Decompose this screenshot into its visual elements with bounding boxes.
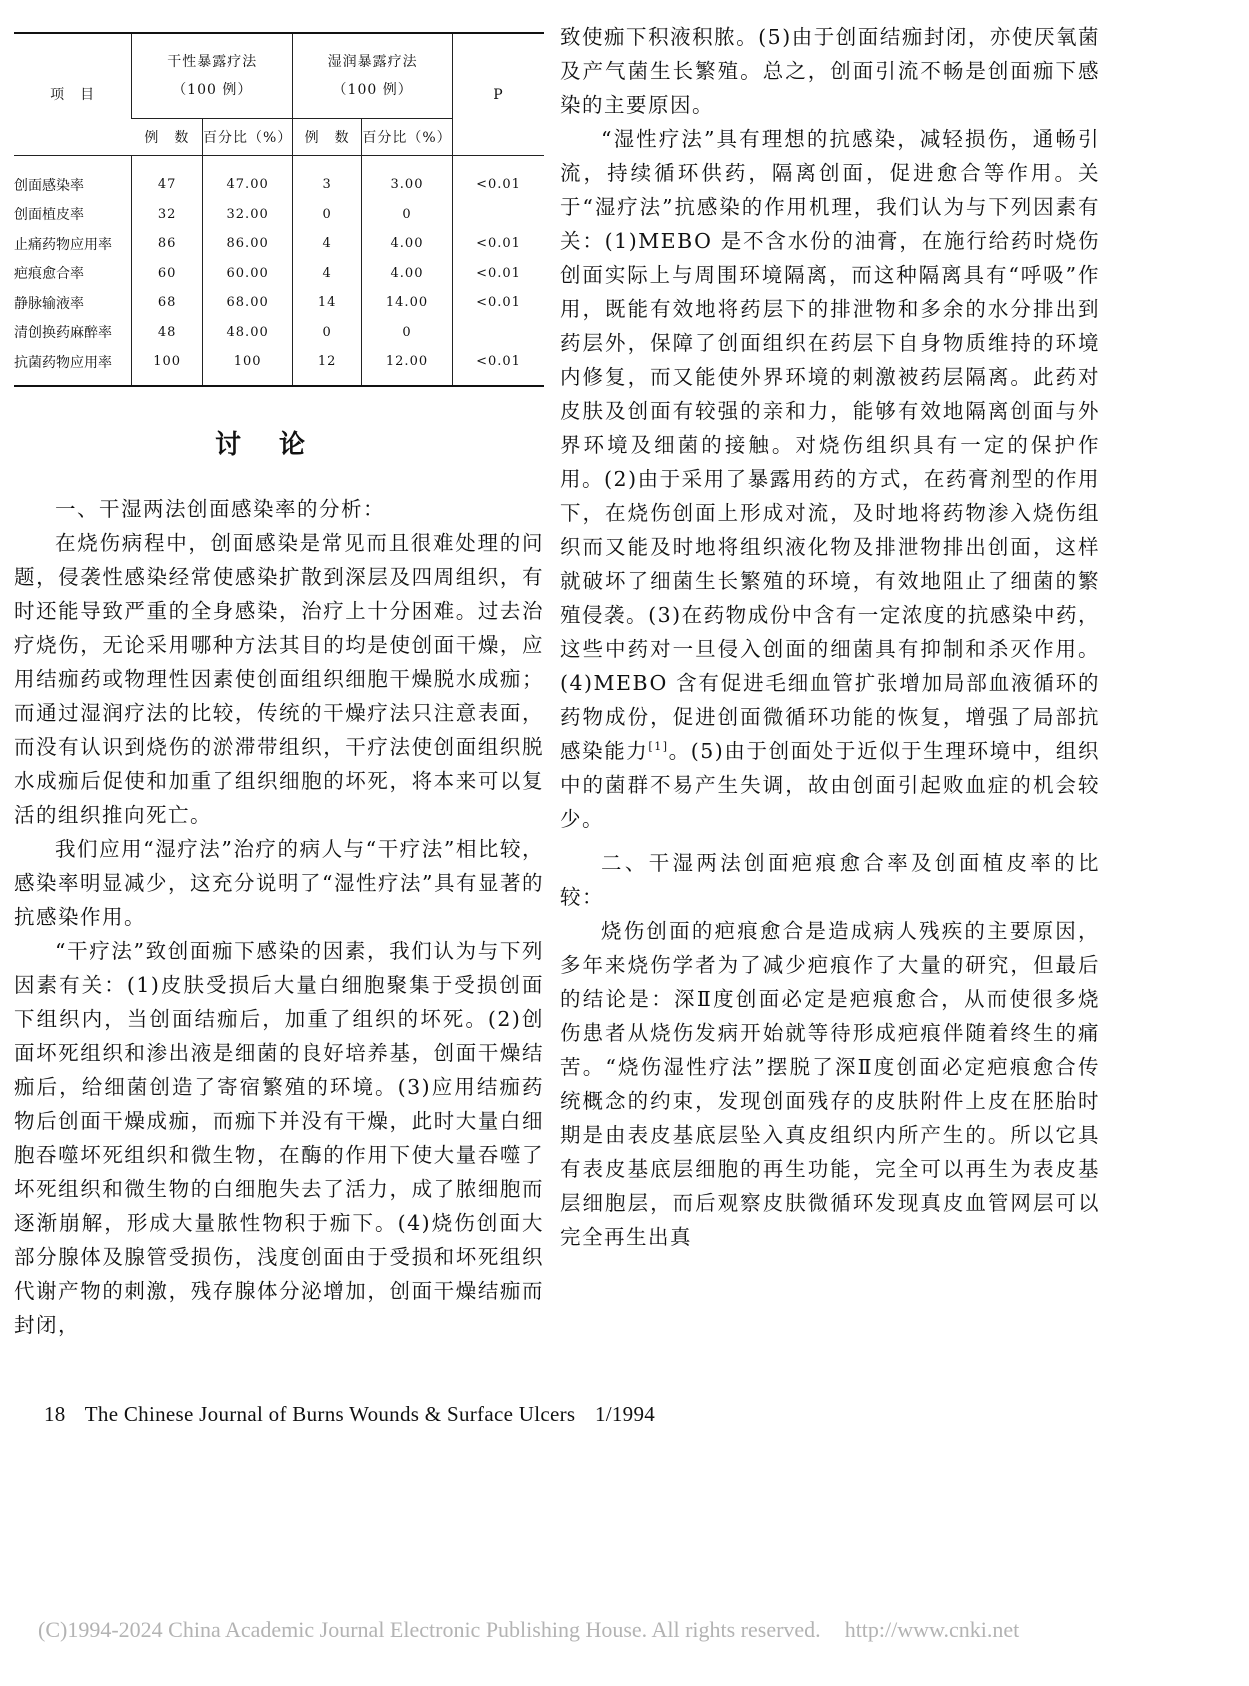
dry-group-count: （100 例） (172, 82, 253, 98)
p-value (453, 200, 545, 230)
results-table-wrapper (14, 32, 544, 387)
row-name: 清创换药麻醉率 (14, 325, 112, 342)
item-header: 项 目 (14, 33, 132, 156)
table-row (14, 229, 544, 259)
reference-marker: [1] (648, 740, 669, 754)
p-header: P (453, 33, 545, 156)
table-row (14, 347, 544, 386)
dry-percent: 48.00 (202, 318, 292, 348)
dry-group-title: 干性暴露疗法 (167, 54, 258, 70)
dry-percent-header: 百分比（%） (202, 119, 292, 156)
copyright-url: http://www.cnki.net (844, 1617, 1020, 1642)
dry-percent: 100 (202, 347, 292, 386)
journal-name: The Chinese Journal of Burns Wounds & Surface Ulcers (84, 1402, 576, 1426)
dry-cases: 68 (132, 288, 203, 318)
wet-percent: 4.00 (362, 229, 453, 259)
row-name: 静脉输液率 (14, 295, 84, 312)
wet-group-header (293, 33, 453, 119)
row-name: 疤痕愈合率 (14, 266, 84, 283)
table-row (14, 259, 544, 289)
table-row (14, 200, 544, 230)
wet-cases: 4 (293, 259, 362, 289)
p-value (453, 318, 545, 348)
dry-cases: 47 (132, 156, 203, 200)
dry-percent: 32.00 (202, 200, 292, 230)
p-value: <0.01 (453, 288, 545, 318)
row-name: 抗菌药物应用率 (14, 347, 132, 386)
dry-cases: 60 (132, 259, 203, 289)
dry-percent: 68.00 (202, 288, 292, 318)
dry-cases: 100 (132, 347, 203, 386)
dry-group-header (132, 33, 293, 119)
right-body-text (560, 20, 1100, 1254)
table-body (14, 156, 544, 386)
wet-cases: 14 (293, 288, 362, 318)
copyright-watermark (38, 1617, 1218, 1643)
subheading-infection-rate: 一、干湿两法创面感染率的分析： (55, 497, 385, 521)
dry-cases-header: 例 数 (132, 119, 203, 156)
wet-cases-header: 例 数 (293, 119, 362, 156)
row-name: 创面植皮率 (14, 207, 84, 224)
paragraph-text: 。(5)由于创面处于近似于生理环境中，组织中的菌群不易产生失调，故由创面引起败血症的机会较少。 (560, 739, 1101, 831)
wet-percent: 0 (362, 318, 453, 348)
dry-cases: 86 (132, 229, 203, 259)
copyright-text: (C)1994-2024 China Academic Journal Electronic Publishing House. All rights reserved. (38, 1617, 821, 1642)
paragraph: 在烧伤病程中，创面感染是常见而且很难处理的问题，侵袭性感染经常使感染扩散到深层及四周组织，有时还能导致严重的全身感染，治疗上十分困难。过去治疗烧伤，无论采用哪种方法其目的均是使创面干燥，应用结痂药或物理性因素使创面组织细胞干燥脱水成痂；而通过湿润疗法的比较，传统的干燥疗法只注意表面，而没有认识到烧伤的淤滞带组织，干疗法使创面组织脱水成痂后促使和加重了组织细胞的坏死，将本来可以复活的组织推向死亡。 (14, 531, 544, 827)
table-row (14, 288, 544, 318)
table-row (14, 318, 544, 348)
wet-percent: 14.00 (362, 288, 453, 318)
left-body-text (14, 492, 544, 1342)
row-name: 止痛药物应用率 (14, 236, 112, 253)
dry-cases: 32 (132, 200, 203, 230)
paragraph: 致使痂下积液积脓。(5)由于创面结痂封闭，亦使厌氧菌及产气菌生长繁殖。总之，创面引流不畅是创面痂下感染的主要原因。 (560, 25, 1100, 117)
issue-number: 1/1994 (594, 1402, 656, 1426)
wet-cases: 0 (293, 200, 362, 230)
section-title: 讨论 (214, 430, 343, 460)
wet-percent-header: 百分比（%） (362, 119, 453, 156)
paragraph-anti-infection (560, 122, 1100, 836)
dry-percent: 60.00 (202, 259, 292, 289)
wet-cases: 12 (293, 347, 362, 386)
p-value: <0.01 (453, 259, 545, 289)
paragraph: 我们应用“湿疗法”治疗的病人与“干疗法”相比较，感染率明显减少，这充分说明了“湿性疗法”具有显著的抗感染作用。 (14, 837, 544, 929)
wet-percent: 12.00 (362, 347, 453, 386)
page-number: 18 (44, 1402, 66, 1426)
results-table (14, 32, 544, 387)
row-name: 创面感染率 (14, 177, 84, 194)
subheading-scar-rate: 二、干湿两法创面疤痕愈合率及创面植皮率的比较： (560, 851, 1100, 909)
wet-percent: 0 (362, 200, 453, 230)
table-header-row (14, 33, 544, 119)
page-footer (44, 1402, 669, 1427)
p-value: <0.01 (453, 347, 545, 386)
wet-percent: 4.00 (362, 259, 453, 289)
wet-group-title: 湿润暴露疗法 (327, 54, 418, 70)
paragraph: “干疗法”致创面痂下感染的因素，我们认为与下列因素有关：(1)皮肤受损后大量白细胞聚集于受损创面下组织内，当创面结痂后，加重了组织的坏死。(2)创面坏死组织和渗出液是细菌的良好培养基，创面干燥结痂后，给细菌创造了寄宿繁殖的环境。(3)应用结痂药物后创面干燥成痂，而痂下并没有干燥，此时大量白细胞吞噬坏死组织和微生物，在酶的作用下使大量吞噬了坏死组织和微生物的白细胞失去了活力，成了脓细胞而逐渐崩解，形成大量脓性物积于痂下。(4)烧伤创面大部分腺体及腺管受损伤，浅度创面由于受损和坏死组织代谢产物的刺激，残存腺体分泌增加，创面干燥结痂而封闭， (14, 939, 544, 1337)
wet-cases: 0 (293, 318, 362, 348)
wet-percent: 3.00 (362, 156, 453, 200)
dry-cases: 48 (132, 318, 203, 348)
dry-percent: 47.00 (202, 156, 292, 200)
table-row (14, 156, 544, 200)
wet-cases: 3 (293, 156, 362, 200)
wet-cases: 4 (293, 229, 362, 259)
p-value: <0.01 (453, 156, 545, 200)
dry-percent: 86.00 (202, 229, 292, 259)
wet-group-count: （100 例） (332, 82, 413, 98)
paragraph-text: “湿性疗法”具有理想的抗感染，减轻损伤，通畅引流，持续循环供药，隔离创面，促进愈合等作用。关于“湿疗法”抗感染的作用机理，我们认为与下列因素有关：(1)MEBO 是不含水份的油膏，在施行给药时烧伤创面实际上与周围环境隔离，而这种隔离具有“呼吸”作用，既能有效地将药层下的排泄物和多余的水分排出到药层外，保障了创面组织在药层下自身物质维持的环境内修复，而又能使外界环境的刺激被药层隔离。此药对皮肤及创面有较强的亲和力，能够有效地隔离创面与外界环境及细菌的接触。对烧伤组织具有一定的保护作用。(2)由于采用了暴露用药的方式，在药膏剂型的作用下，在烧伤创面上形成对流，及时地将药物渗入烧伤组织而又能及时地将组织液化物及排泄物排出创面，这样就破坏了细菌生长繁殖的环境，有效地阻止了细菌的繁殖侵袭。(3)在药物成份中含有一定浓度的抗感染中药，这些中药对一旦侵入创面的细菌具有抑制和杀灭作用。(4)MEBO 含有促进毛细血管扩张增加局部血液循环的药物成份，促进创面微循环功能的恢复，增强了局部抗感染能力 (560, 127, 1100, 763)
p-value: <0.01 (453, 229, 545, 259)
paragraph: 烧伤创面的疤痕愈合是造成病人残疾的主要原因，多年来烧伤学者为了减少疤痕作了大量的研究，但最后的结论是：深Ⅱ度创面必定是疤痕愈合，从而使很多烧伤患者从烧伤发病开始就等待形成疤痕伴随着终生的痛苦。“烧伤湿性疗法”摆脱了深Ⅱ度创面必定疤痕愈合传统概念的约束，发现创面残存的皮肤附件上皮在胚胎时期是由表皮基底层坠入真皮组织内所产生的。所以它具有表皮基底层细胞的再生功能，完全可以再生为表皮基层细胞层，而后观察皮肤微循环发现真皮血管网层可以完全再生出真 (560, 919, 1100, 1249)
